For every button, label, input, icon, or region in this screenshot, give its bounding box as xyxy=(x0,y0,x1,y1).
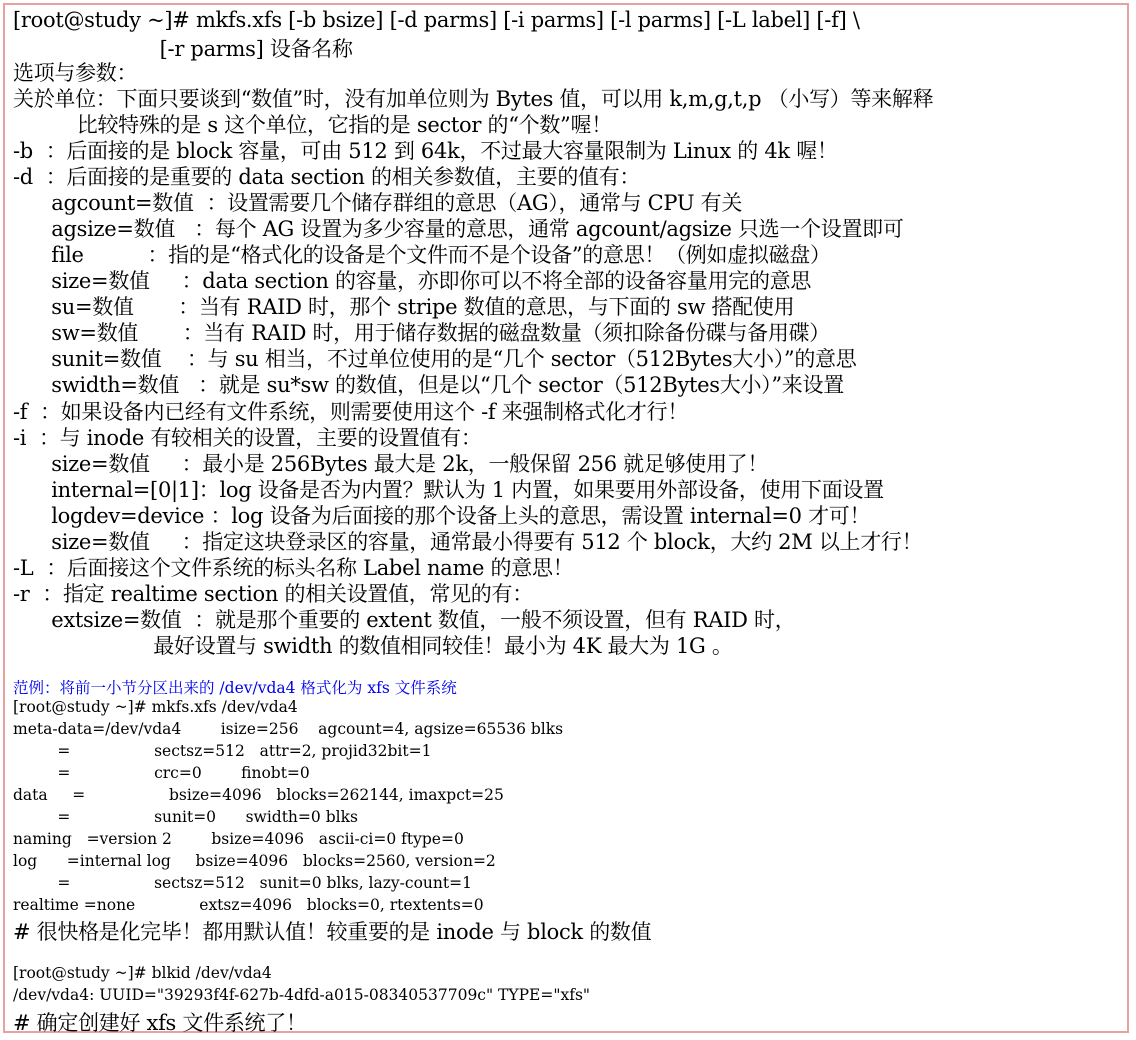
command-line: [root@study ~]# mkfs.xfs /dev/vda4 xyxy=(13,698,298,716)
option-description: -L ：后面接这个文件系统的标头名称 Label name 的意思！ xyxy=(13,556,574,580)
command-line: [root@study ~]# blkid /dev/vda4 xyxy=(13,964,272,982)
output-line: meta-data=/dev/vda4 isize=256 agcount=4, agsize=65536 blks xyxy=(13,720,564,738)
option-description: extsize=数值 ：就是那个重要的 extent 数值，一般不须设置，但有 RAID 时， xyxy=(13,608,796,632)
option-description: size=数值 ：指定这块登录区的容量，通常最小得要有 512 个 block，大约 2M 以上才行！ xyxy=(13,530,923,554)
comment-line: # 确定创建好 xfs 文件系统了！ xyxy=(13,1011,307,1035)
section-heading: 选项与参数： xyxy=(13,61,138,85)
output-line: data = bsize=4096 blocks=262144, imaxpct=25 xyxy=(13,786,504,804)
option-description: su=数值 ：当有 RAID 时，那个 stripe 数值的意思，与下面的 sw 搭配使用 xyxy=(13,295,795,319)
option-description: -d ：后面接的是重要的 data section 的相关参数值，主要的值有： xyxy=(13,165,641,189)
syntax-line: [root@study ~]# mkfs.xfs [-b bsize] [-d parms] [-i parms] [-l parms] [-L label] [-f] \ xyxy=(13,8,860,32)
option-description: -f ：如果设备内已经有文件系统，则需要使用这个 -f 来强制格式化才行！ xyxy=(13,400,689,424)
output-line: log =internal log bsize=4096 blocks=2560, version=2 xyxy=(13,852,496,870)
output-line: = sunit=0 swidth=0 blks xyxy=(13,808,358,826)
option-description: 关於单位：下面只要谈到“数值”时，没有加单位则为 Bytes 值，可以用 k,m,g,t,p （小写）等来解释 xyxy=(13,87,934,111)
option-description: 最好设置与 swidth 的数值相同较佳！最小为 4K 最大为 1G 。 xyxy=(13,634,733,658)
option-description: agcount=数值 ：设置需要几个储存群组的意思（AG），通常与 CPU 有关 xyxy=(13,191,743,215)
output-line: /dev/vda4: UUID="39293f4f-627b-4dfd-a015-08340537709c" TYPE="xfs" xyxy=(13,986,591,1004)
option-description: sunit=数值 ：与 su 相当，不过单位使用的是“几个 sector（512Bytes大小）”的意思 xyxy=(13,347,857,371)
option-description: -i ：与 inode 有较相关的设置，主要的设置值有： xyxy=(13,426,482,450)
code-block xyxy=(3,3,1129,1033)
output-line: = sectsz=512 sunit=0 blks, lazy-count=1 xyxy=(13,874,472,892)
output-line: = crc=0 finobt=0 xyxy=(13,764,310,782)
option-description: size=数值 ：最小是 256Bytes 最大是 2k，一般保留 256 就足够使用了！ xyxy=(13,452,769,476)
option-description: agsize=数值 ：每个 AG 设置为多少容量的意思，通常 agcount/agsize 只选一个设置即可 xyxy=(13,217,904,241)
output-line: = sectsz=512 attr=2, projid32bit=1 xyxy=(13,742,432,760)
option-description: size=数值 ：data section 的容量，亦即你可以不将全部的设备容量用完的意思 xyxy=(13,269,812,293)
output-line: naming =version 2 bsize=4096 ascii-ci=0 ftype=0 xyxy=(13,830,464,848)
syntax-line: [-r parms] 设备名称 xyxy=(13,37,353,61)
option-description: logdev=device ：log 设备为后面接的那个设备上头的意思，需设置 internal=0 才可！ xyxy=(13,504,871,528)
option-description: internal=[0|1]：log 设备是否为内置？默认为 1 内置，如果要用外部设备，使用下面设置 xyxy=(13,478,884,502)
option-description: file ：指的是“格式化的设备是个文件而不是个设备”的意思！（例如虚拟磁盘） xyxy=(13,243,831,267)
option-description: sw=数值 ：当有 RAID 时，用于储存数据的磁盘数量（须扣除备份碟与备用碟） xyxy=(13,321,830,345)
comment-line: # 很快格是化完毕！都用默认值！较重要的是 inode 与 block 的数值 xyxy=(13,920,652,944)
option-description: 比较特殊的是 s 这个单位，它指的是 sector 的“个数”喔！ xyxy=(13,113,612,137)
option-description: -r ：指定 realtime section 的相关设置值，常见的有： xyxy=(13,582,533,606)
output-line: realtime =none extsz=4096 blocks=0, rtextents=0 xyxy=(13,896,484,914)
option-description: swidth=数值 ：就是 su*sw 的数值，但是以“几个 sector（512Bytes大小）”来设置 xyxy=(13,373,844,397)
example-heading: 范例：将前一小节分区出来的 /dev/vda4 格式化为 xfs 文件系统 xyxy=(13,679,457,697)
option-description: -b ：后面接的是 block 容量，可由 512 到 64k，不过最大容量限制为 Linux 的 4k 喔！ xyxy=(13,139,838,163)
